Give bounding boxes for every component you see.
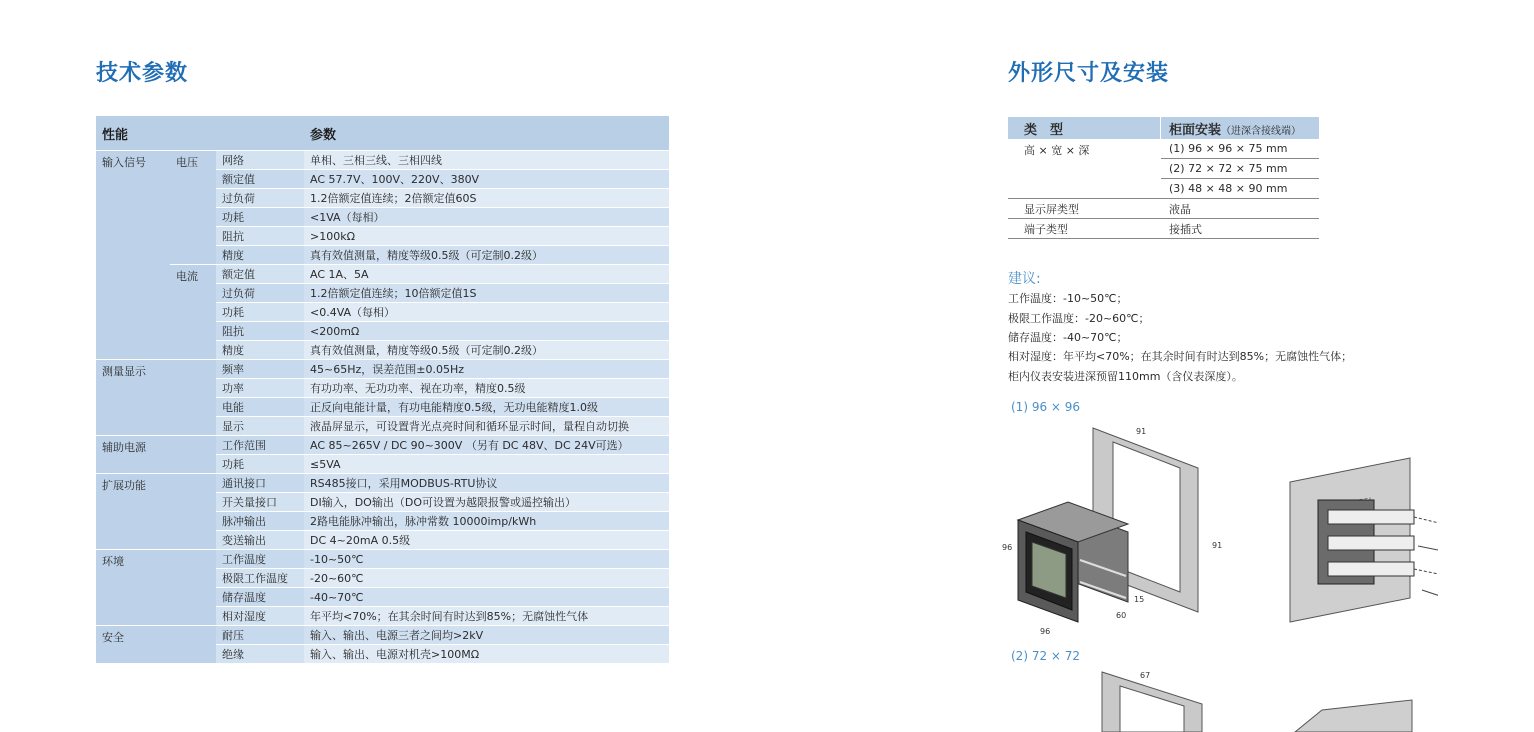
dim-size-3: (3) 48 × 48 × 90 mm — [1161, 179, 1320, 199]
spec-subgroup: 电压 — [170, 151, 216, 265]
display-type-label: 显示屏类型 — [1008, 199, 1161, 219]
figure-1-title: (1) 96 × 96 — [1011, 400, 1081, 414]
spec-value: 2路电能脉冲输出，脉冲常数 10000imp/kWh — [304, 512, 669, 531]
spec-item: 网络 — [216, 151, 304, 170]
figure-2-title: (2) 72 × 72 — [1011, 649, 1081, 663]
spec-item: 储存温度 — [216, 588, 304, 607]
spec-value: 年平均<70%；在其余时间有时达到85%；无腐蚀性气体 — [304, 607, 669, 626]
spec-value: <1VA（每相） — [304, 208, 669, 227]
spec-value: 正反向电能计量，有功电能精度0.5级，无功电能精度1.0级 — [304, 398, 669, 417]
spec-item: 精度 — [216, 246, 304, 265]
terminal-block — [1328, 510, 1414, 524]
display-type-value: 液晶 — [1161, 199, 1320, 219]
suggestion-line: 相对湿度：年平均<70%；在其余时间有时达到85%；无腐蚀性气体； — [1008, 350, 1353, 363]
suggestion-line: 极限工作温度：-20~60℃； — [1008, 312, 1150, 325]
spec-value: 单相、三相三线、三相四线 — [304, 151, 669, 170]
cut-height-label: 91 — [1212, 541, 1223, 550]
front-width-label: 96 — [1040, 627, 1051, 636]
spec-item: 极限工作温度 — [216, 569, 304, 588]
spec-value: 输入、输出、电源三者之间均>2kV — [304, 626, 669, 645]
mounting-figure-72 — [1090, 664, 1420, 732]
spec-value: 1.2倍额定值连续；10倍额定值1S — [304, 284, 669, 303]
spec-group: 输入信号 — [96, 151, 170, 360]
spec-row — [96, 626, 669, 645]
spec-item: 电能 — [216, 398, 304, 417]
spec-group: 辅助电源 — [96, 436, 216, 474]
spec-item: 额定值 — [216, 170, 304, 189]
spec-value: -40~70℃ — [304, 588, 669, 607]
front-height-label: 96 — [1002, 543, 1013, 552]
edge-label: 15 — [1134, 595, 1145, 604]
spec-item: 阻抗 — [216, 322, 304, 341]
spec-item: 阻抗 — [216, 227, 304, 246]
spec-value: AC 57.7V、100V、220V、380V — [304, 170, 669, 189]
cut-width-label: 91 — [1136, 427, 1147, 436]
terminal-type-value: 接插式 — [1161, 219, 1320, 239]
depth-label: 60 — [1116, 611, 1127, 620]
terminal-block — [1328, 536, 1414, 550]
dim-head-note: （进深含接线端） — [1221, 125, 1302, 137]
spec-item: 变送输出 — [216, 531, 304, 550]
spec-value: 真有效值测量，精度等级0.5级（可定制0.2级） — [304, 341, 669, 360]
spec-group: 扩展功能 — [96, 474, 216, 550]
spec-table — [96, 116, 669, 664]
spec-item: 耐压 — [216, 626, 304, 645]
spec-group: 安全 — [96, 626, 216, 664]
suggestion-title: 建议: — [1008, 271, 1041, 287]
spec-item: 额定值 — [216, 265, 304, 284]
spec-item: 频率 — [216, 360, 304, 379]
cut-width-label-72: 67 — [1140, 671, 1151, 680]
spec-value: 有功功率、无功功率、视在功率，精度0.5级 — [304, 379, 669, 398]
spec-value: <0.4VA（每相） — [304, 303, 669, 322]
spec-value: 45~65Hz，误差范围±0.05Hz — [304, 360, 669, 379]
spec-item: 功耗 — [216, 208, 304, 227]
dim-label: 高 × 宽 × 深 — [1008, 139, 1161, 199]
spec-row — [96, 265, 669, 284]
spec-row — [96, 550, 669, 569]
spec-item: 功率 — [216, 379, 304, 398]
spec-header-parameter: 参数 — [304, 116, 669, 151]
spec-item: 过负荷 — [216, 189, 304, 208]
spec-value: AC 1A、5A — [304, 265, 669, 284]
spec-item: 脉冲输出 — [216, 512, 304, 531]
spec-value: DI输入，DO输出（DO可设置为越限报警或遥控输出） — [304, 493, 669, 512]
dimensions-title: 外形尺寸及安装 — [1008, 61, 1170, 86]
spec-item: 通讯接口 — [216, 474, 304, 493]
spec-row — [96, 474, 669, 493]
spec-value: >100kΩ — [304, 227, 669, 246]
spec-subgroup: 电流 — [170, 265, 216, 360]
spec-row — [96, 360, 669, 379]
spec-value: -10~50℃ — [304, 550, 669, 569]
spec-value: 输入、输出、电源对机壳>100MΩ — [304, 645, 669, 664]
terminal-type-label: 端子类型 — [1008, 219, 1161, 239]
spec-value: 真有效值测量，精度等级0.5级（可定制0.2级） — [304, 246, 669, 265]
spec-value: 液晶屏显示，可设置背光点亮时间和循环显示时间，量程自动切换 — [304, 417, 669, 436]
spec-title: 技术参数 — [96, 61, 189, 86]
dimension-table — [1008, 117, 1319, 239]
spec-value: ≤5VA — [304, 455, 669, 474]
dim-size-2: (2) 72 × 72 × 75 mm — [1161, 159, 1320, 179]
spec-value: -20~60℃ — [304, 569, 669, 588]
spec-value: RS485接口，采用MODBUS-RTU协议 — [304, 474, 669, 493]
suggestion-line: 储存温度：-40~70℃； — [1008, 331, 1128, 344]
spec-item: 功耗 — [216, 303, 304, 322]
spec-item: 相对湿度 — [216, 607, 304, 626]
spec-item: 绝缘 — [216, 645, 304, 664]
spec-item: 功耗 — [216, 455, 304, 474]
spec-item: 过负荷 — [216, 284, 304, 303]
spec-item: 精度 — [216, 341, 304, 360]
rear-panel-72 — [1295, 700, 1412, 732]
spec-value: DC 4~20mA 0.5级 — [304, 531, 669, 550]
dim-size-1: (1) 96 × 96 × 75 mm — [1161, 139, 1320, 159]
spec-group: 测量显示 — [96, 360, 216, 436]
spec-header-performance: 性能 — [96, 116, 304, 151]
spec-row — [96, 151, 669, 170]
dim-head-mount: 柜面安装（进深含接线端） — [1161, 117, 1320, 139]
spec-row — [96, 436, 669, 455]
spec-value: <200mΩ — [304, 322, 669, 341]
spec-item: 显示 — [216, 417, 304, 436]
dim-head-type: 类 型 — [1008, 117, 1161, 139]
terminal-block — [1328, 562, 1414, 576]
suggestion-line: 工作温度：-10~50℃； — [1008, 292, 1128, 305]
spec-group: 环境 — [96, 550, 216, 626]
spec-item: 开关量接口 — [216, 493, 304, 512]
spec-item: 工作温度 — [216, 550, 304, 569]
mounting-figure-96 — [998, 420, 1438, 645]
spec-item: 工作范围 — [216, 436, 304, 455]
spec-value: AC 85~265V / DC 90~300V （另有 DC 48V、DC 24V可选） — [304, 436, 669, 455]
spec-value: 1.2倍额定值连续；2倍额定值60S — [304, 189, 669, 208]
suggestion-line: 柜内仪表安装进深预留110mm（含仪表深度）。 — [1008, 370, 1243, 383]
